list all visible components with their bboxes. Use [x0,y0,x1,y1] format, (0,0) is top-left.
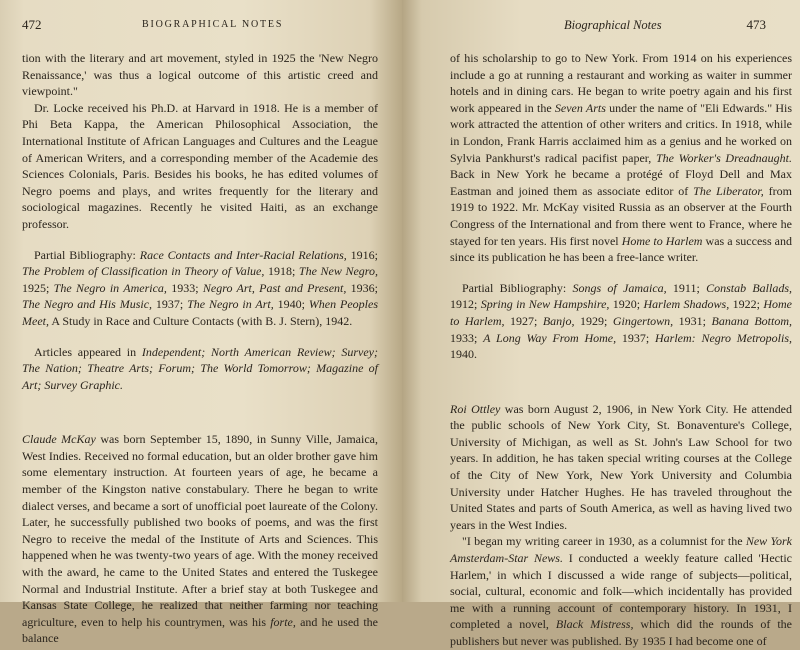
page-number: 472 [22,17,42,32]
right-page-header [402,15,800,35]
paragraph: Dr. Locke received his Ph.D. at Harvard in 1918. He is a member of Phi Beta Kappa, the American Philosophical Association, the International Institute of African Languages and Cultures and the League of American Writers, and a corresponding member of the Academie des Sciences Colonials, Paris. Besides his books, he has edited volumes of Negro poems and plays, and writes frequently for the literary and sociological magazines. Recently he visited Haiti, as an exchange professor. [22,100,378,231]
person-name: Claude McKay [22,432,96,447]
left-page [0,0,402,646]
articles-list: Articles appeared in Independent; North American Review; Survey; The Nation; Theatre Arts; Forum; The World Tomorrow; Magazine of Art; Survey Graphic. [22,344,378,392]
bibliography: Partial Bibliography: Race Contacts and Inter-Racial Relations, 1916; The Problem of Classification in Theory of Value, 1918; The New Negro, 1925; The Negro in America, 1933; Negro Art, Past and Present, 1936; The Negro and His Music, 1937; The Negro in Art, 1940; When Peoples Meet, A Study in Race and Culture Contacts (with B. J. Stern), 1942. [22,247,379,328]
page-number: 473 [746,17,766,32]
left-page-header [0,15,402,35]
paragraph: of his scholarship to go to New York. From 1914 on his experiences include a go at running a restaurant and working as waiter in summer hotels and in dining cars. He began to write poetry again and his first work appeared in the Seven Arts under the name of "Eli Edwards." His work attracted the attention of other writers and critics. In 1918, while in London, Frank Harris acclaimed him as a genius and he worked on Sylvia Pankhurst's radical pacifist paper, The Worker's Dreadnaught. Back in New York he became a protégé of Floyd Dell and Max Eastman and joined them as associate editor of The Liberator, from 1919 to 1922. Mr. McKay visited Russia as an observer at the Fourth Congress of the International and from there went to France, where he stayed for ten years. His first novel Home to Harlem was a success and since its publication he has been a free-lance writer. [450,51,792,265]
biography-ottley: Roi Ottley was born August 2, 1906, in New York City. He attended the public schools of New York City, St. Bonaventure's College, University of Michigan, as well as St. John's Law School for two years. In addition, he has taken special writing courses at the College of the City of New York, New York University and Columbia University under Hatcher Hughes. He has traveled throughout the United States and parts of South America, as well as having lived two years in the West Indies. [450,401,792,532]
right-page [402,0,800,648]
paragraph: tion with the literary and art movement, styled in 1925 the 'New Negro Renaissance,' was thus a logical outcome of this artistic creed and viewpoint." [22,51,378,99]
left-page-text [22,50,378,647]
running-head: BIOGRAPHICAL NOTES [142,19,284,30]
running-head: Biographical Notes [564,18,662,32]
biography-mckay: Claude McKay was born September 15, 1890, in Sunny Ville, Jamaica, West Indies. Received no formal education, but an older brother gave him some elementary instruction. At fourteen years of age, he became a member of the Kingston native constabulary. There he began to write dialect verses, and became a sort of unofficial poet laureate of the Colony. Later, he successfully published two books of poems, and was the first Negro to receive the medal of the Institute of Arts and Sciences. This happened when he was twenty-two years of age. With the money received with the award, he came to the United States and entered the Tuskegee Normal and Industrial Institute. After a brief stay at both Tuskegee and Kansas State College, he realized that neither farming nor teaching agriculture, even to help his countrymen, was his forte, and he used the balance [22,432,379,646]
right-page-text [450,50,792,650]
person-name: Roi Ottley [450,401,501,416]
bibliography: Partial Bibliography: Songs of Jamaica, 1911; Constab Ballads, 1912; Spring in New Hampshire, 1920; Harlem Shadows, 1922; Home to Harlem, 1927; Banjo, 1929; Gingertown, 1931; Banana Bottom, 1933; A Long Way From Home, 1937; Harlem: Negro Metropolis, 1940. [450,280,793,362]
paragraph: "I began my writing career in 1930, as a columnist for the New York Amsterdam-Star News. I conducted a weekly feature called 'Hectic Harlem,' in which I discussed a wide range of subjects—political, social, cultural, economic and folk—which incidentally has provided me with a running account of contemporary history. In 1931, I completed a novel, Black Mistress, which did the rounds of the publishers but never was published. By 1935 I had become one of [450,534,793,648]
